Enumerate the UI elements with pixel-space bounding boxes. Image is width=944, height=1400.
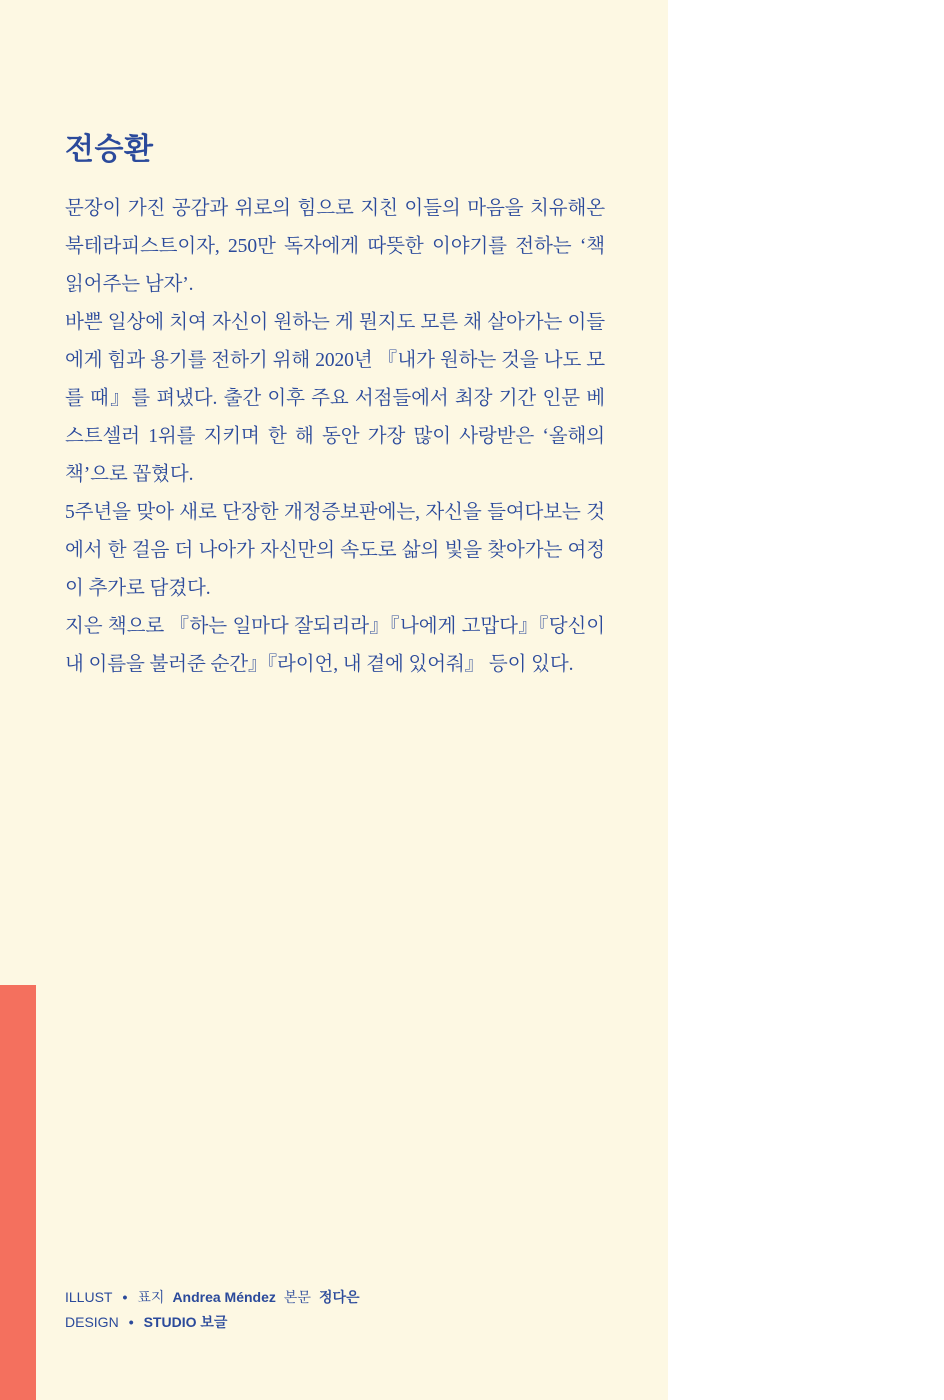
- credits-block: [65, 1285, 605, 1334]
- coral-accent-bar: [0, 985, 36, 1400]
- credits-illust-separator: •: [122, 1289, 128, 1305]
- credits-design-studio: STUDIO 보글: [143, 1313, 228, 1330]
- author-bio-text: [65, 190, 605, 684]
- credits-illust-label: ILLUST: [65, 1289, 113, 1305]
- credits-illust-line: [65, 1285, 605, 1310]
- credits-illust-person-cover: Andrea Méndez: [172, 1289, 276, 1305]
- bio-paragraph-4: 지은 책으로 『하는 일마다 잘되리라』『나에게 고맙다』『당신이 내 이름을 불러준 순간』『라이언, 내 곁에 있어줘』 등이 있다.: [65, 616, 605, 676]
- credits-design-label: DESIGN: [65, 1313, 119, 1330]
- bio-paragraph-3: 5주년을 맞아 새로 단장한 개정증보판에는, 자신을 들여다보는 것에서 한 걸음 더 나아가 자신만의 속도로 삶의 빛을 찾아가는 여정이 추가로 담겼다.: [65, 502, 605, 600]
- author-bio-section: [65, 132, 605, 684]
- bio-paragraph-2: 바쁜 일상에 치여 자신이 원하는 게 뭔지도 모른 채 살아가는 이들에게 힘과 용기를 전하기 위해 2020년 『내가 원하는 것을 나도 모를 때』를 펴냈다. 출간 이후 주요 서점들에서 최장 기간 인문 베스트셀러 1위를 지키며 한 해 동안 가장 많이 사랑받은 ‘올해의 책’으로 꼽혔다.: [65, 312, 605, 486]
- credits-illust-role-cover: 표지: [137, 1289, 165, 1305]
- credits-illust-role-body: 본문: [283, 1289, 311, 1305]
- credits-design-line: [65, 1310, 605, 1335]
- credits-design-separator: •: [128, 1313, 134, 1330]
- author-name: 전승환: [65, 133, 154, 166]
- bio-paragraph-1: 문장이 가진 공감과 위로의 힘으로 지친 이들의 마음을 치유해온 북테라피스트이자, 250만 독자에게 따뜻한 이야기를 전하는 ‘책 읽어주는 남자’.: [65, 198, 605, 296]
- credits-illust-person-body: 정다은: [318, 1289, 360, 1305]
